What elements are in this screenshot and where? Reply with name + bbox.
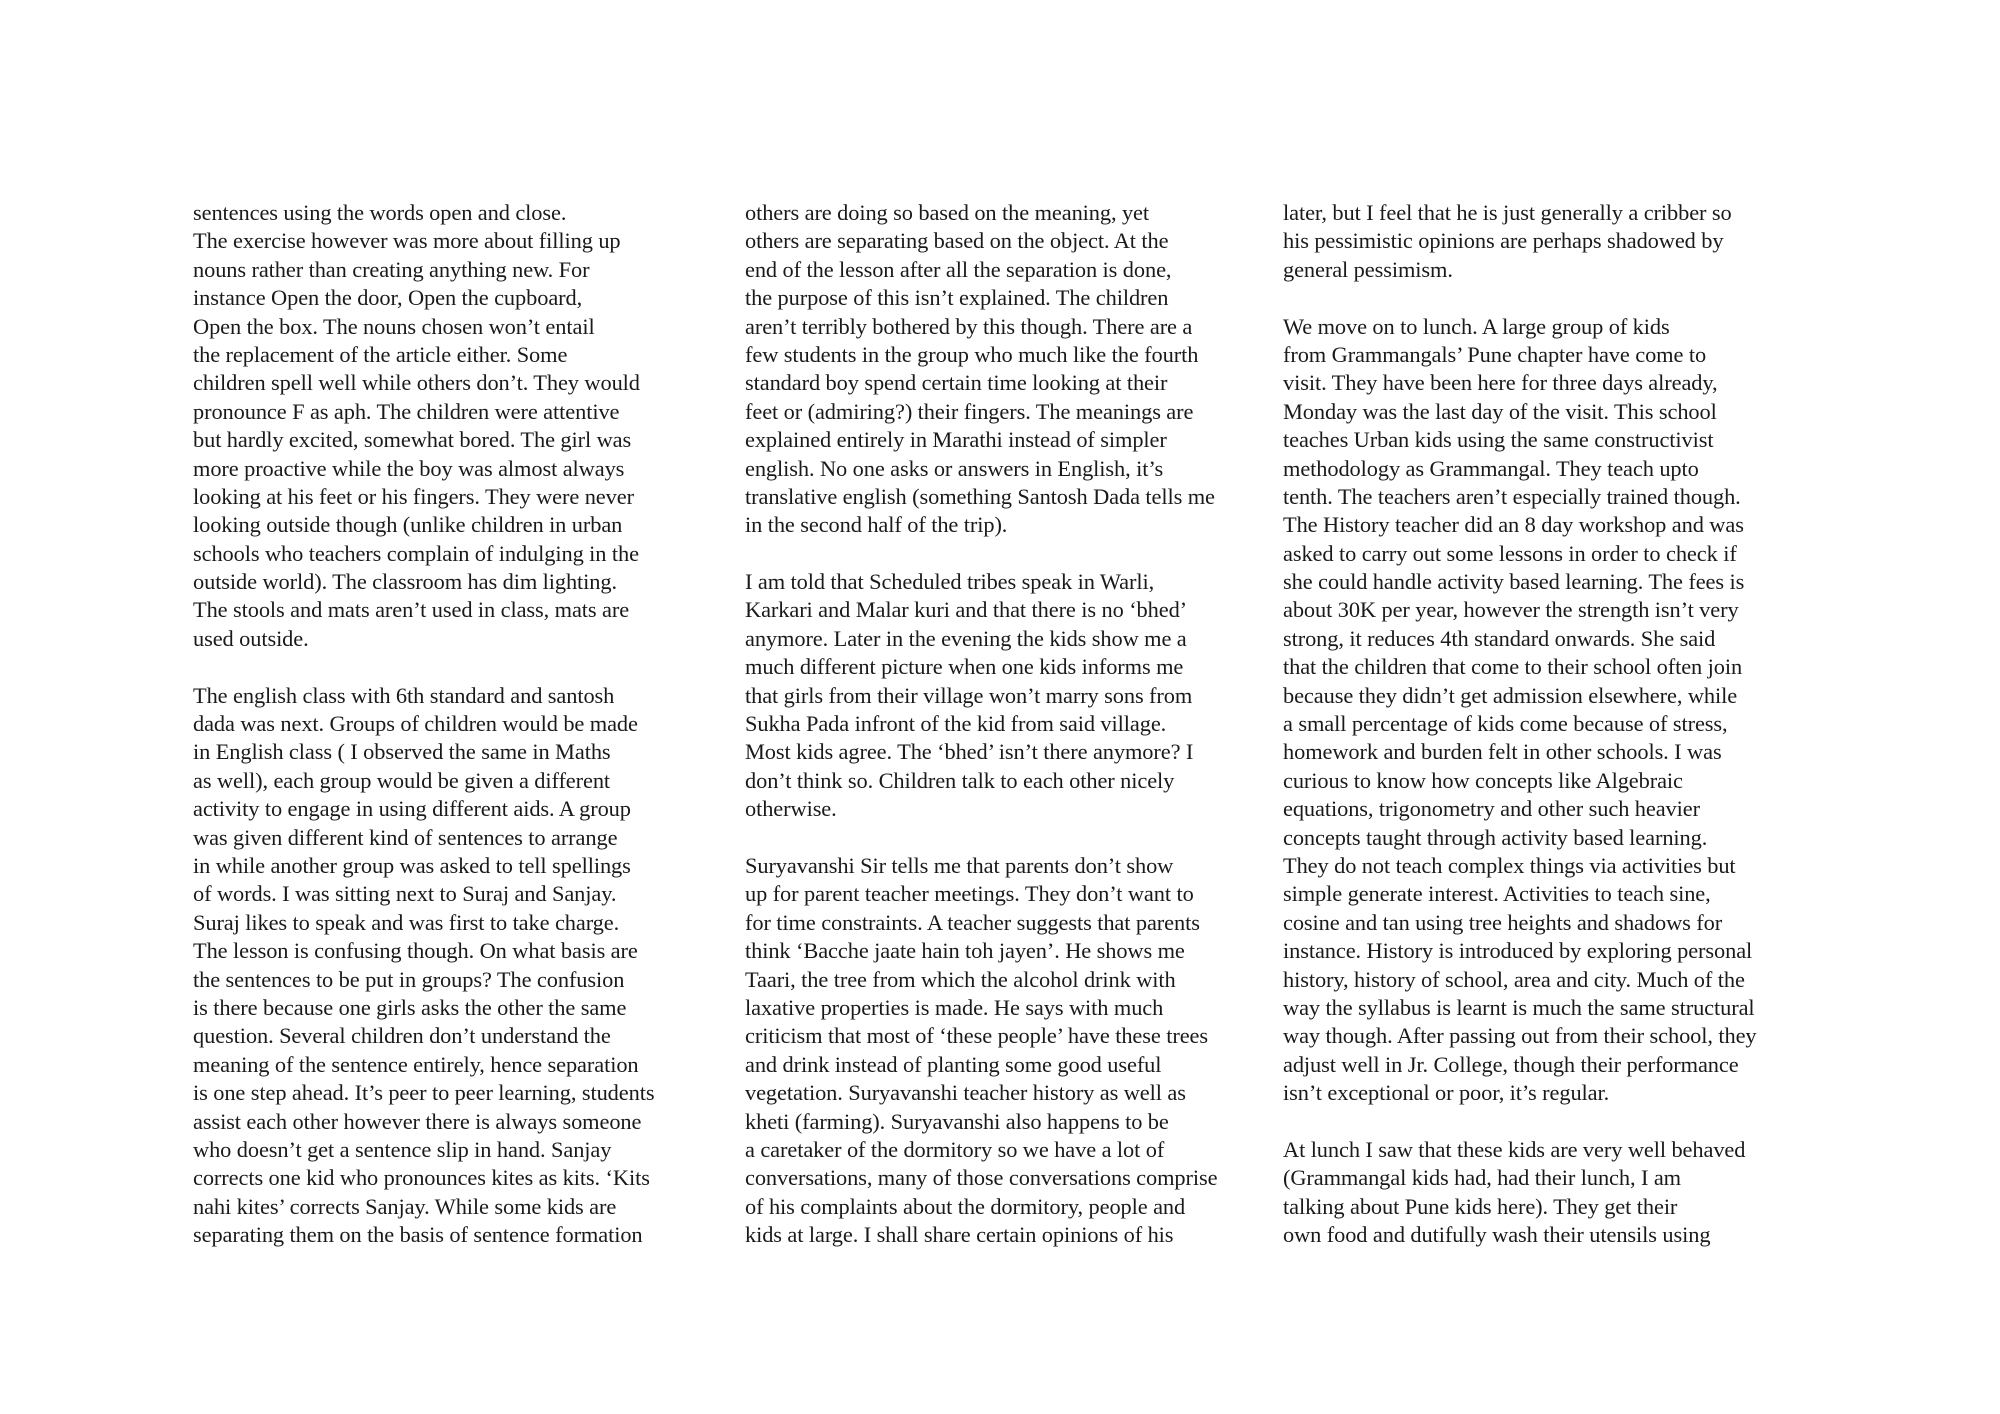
text-line: for time constraints. A teacher suggests that parents	[745, 909, 1200, 935]
text-line: don’t think so. Children talk to each other nicely	[745, 767, 1175, 793]
text-line: concepts taught through activity based learning.	[1283, 824, 1708, 850]
text-line: instance. History is introduced by exploring personal	[1283, 938, 1753, 964]
paragraph	[745, 568, 1275, 824]
paragraph	[1283, 199, 1823, 284]
text-line: outside world). The classroom has dim lighting.	[193, 569, 617, 595]
text-line: methodology as Grammangal. They teach upto	[1283, 455, 1699, 481]
text-line: is there because one girls asks the other the same	[193, 994, 627, 1020]
text-line: isn’t exceptional or poor, it’s regular.	[1283, 1080, 1610, 1106]
text-line: of his complaints about the dormitory, people and	[745, 1193, 1186, 1219]
text-line: talking about Pune kids here). They get their	[1283, 1193, 1678, 1219]
text-column-2	[745, 199, 1275, 1249]
text-line: Karkari and Malar kuri and that there is no ‘bhed’	[745, 597, 1188, 623]
text-line: Monday was the last day of the visit. This school	[1283, 398, 1717, 424]
text-line: way though. After passing out from their school, they	[1283, 1023, 1757, 1049]
text-line: anymore. Later in the evening the kids show me a	[745, 625, 1187, 651]
text-line: looking outside though (unlike children in urban	[193, 512, 623, 538]
paragraph	[1283, 313, 1823, 1108]
text-line: corrects one kid who pronounces kites as kits. ‘Kits	[193, 1165, 650, 1191]
text-line: strong, it reduces 4th standard onwards. She said	[1283, 625, 1716, 651]
text-line: visit. They have been here for three days already,	[1283, 370, 1718, 396]
text-line: and drink instead of planting some good useful	[745, 1051, 1162, 1077]
text-line: kids at large. I shall share certain opinions of his	[745, 1222, 1174, 1248]
text-line: equations, trigonometry and other such heavier	[1283, 796, 1700, 822]
text-line: teaches Urban kids using the same constructivist	[1283, 427, 1714, 453]
text-line: The History teacher did an 8 day workshop and was	[1283, 512, 1744, 538]
text-line: that girls from their village won’t marry sons from	[745, 682, 1193, 708]
text-line: schools who teachers complain of indulging in the	[193, 540, 639, 566]
text-line: The stools and mats aren’t used in class, mats are	[193, 597, 630, 623]
text-line: from Grammangals’ Pune chapter have come to	[1283, 341, 1707, 367]
text-line: she could handle activity based learning. The fees is	[1283, 569, 1745, 595]
text-line: vegetation. Suryavanshi teacher history as well as	[745, 1080, 1186, 1106]
text-line: feet or (admiring?) their fingers. The meanings are	[745, 398, 1194, 424]
text-line: Most kids agree. The ‘bhed’ isn’t there anymore? I	[745, 739, 1194, 765]
text-line: translative english (something Santosh Dada tells me	[745, 483, 1215, 509]
text-line: criticism that most of ‘these people’ have these trees	[745, 1023, 1208, 1049]
text-line: who doesn’t get a sentence slip in hand. Sanjay	[193, 1136, 612, 1162]
paragraph	[745, 199, 1275, 540]
text-line: english. No one asks or answers in English, it’s	[745, 455, 1164, 481]
text-line: At lunch I saw that these kids are very well behaved	[1283, 1136, 1746, 1162]
text-line: about 30K per year, however the strength isn’t very	[1283, 597, 1739, 623]
text-line: own food and dutifully wash their utensils using	[1283, 1222, 1711, 1248]
text-line: the replacement of the article either. Some	[193, 341, 568, 367]
text-line: used outside.	[193, 625, 309, 651]
text-line: kheti (farming). Suryavanshi also happens to be	[745, 1108, 1169, 1134]
text-line: pronounce F as aph. The children were attentive	[193, 398, 620, 424]
text-line: The english class with 6th standard and santosh	[193, 682, 615, 708]
text-line: aren’t terribly bothered by this though. There are a	[745, 313, 1193, 339]
text-line: nahi kites’ corrects Sanjay. While some kids are	[193, 1193, 617, 1219]
text-line: Taari, the tree from which the alcohol drink with	[745, 966, 1176, 992]
text-line: activity to engage in using different aids. A group	[193, 796, 631, 822]
text-line: tenth. The teachers aren’t especially trained though.	[1283, 483, 1741, 509]
text-line: up for parent teacher meetings. They don’t want to	[745, 881, 1194, 907]
text-line: much different picture when one kids informs me	[745, 654, 1184, 680]
text-line: a small percentage of kids come because of stress,	[1283, 711, 1728, 737]
text-line: simple generate interest. Activities to teach sine,	[1283, 881, 1711, 907]
text-line: conversations, many of those conversations comprise	[745, 1165, 1218, 1191]
text-line: cosine and tan using tree heights and shadows for	[1283, 909, 1723, 935]
text-line: in the second half of the trip).	[745, 512, 1008, 538]
text-line: Sukha Pada infront of the kid from said village.	[745, 711, 1167, 737]
text-line: I am told that Scheduled tribes speak in Warli,	[745, 569, 1155, 595]
text-line: asked to carry out some lessons in order to check if	[1283, 540, 1737, 566]
text-line: children spell well while others don’t. They would	[193, 370, 640, 396]
text-line: explained entirely in Marathi instead of simpler	[745, 427, 1167, 453]
text-line: in while another group was asked to tell spellings	[193, 852, 631, 878]
text-line: sentences using the words open and close.	[193, 200, 567, 225]
text-line: adjust well in Jr. College, though their performance	[1283, 1051, 1739, 1077]
text-line: dada was next. Groups of children would be made	[193, 711, 638, 737]
text-line: question. Several children don’t understand the	[193, 1023, 611, 1049]
text-column-1	[193, 199, 713, 1249]
text-line: otherwise.	[745, 796, 837, 822]
text-line: nouns rather than creating anything new. For	[193, 256, 590, 282]
text-column-3	[1283, 199, 1823, 1249]
text-line: more proactive while the boy was almost always	[193, 455, 625, 481]
text-line: a caretaker of the dormitory so we have a lot of	[745, 1136, 1165, 1162]
text-line: end of the lesson after all the separation is done,	[745, 256, 1172, 282]
text-line: looking at his feet or his fingers. They were never	[193, 483, 634, 509]
paragraph	[193, 682, 713, 1250]
text-line: but hardly excited, somewhat bored. The girl was	[193, 427, 632, 453]
text-line: They do not teach complex things via activities but	[1283, 852, 1736, 878]
text-line: others are separating based on the object. At the	[745, 228, 1169, 254]
text-line: was given different kind of sentences to arrange	[193, 824, 618, 850]
text-line: laxative properties is made. He says with much	[745, 994, 1164, 1020]
text-line: few students in the group who much like the fourth	[745, 341, 1199, 367]
text-line: Suryavanshi Sir tells me that parents don’t show	[745, 852, 1174, 878]
text-line: way the syllabus is learnt is much the same structural	[1283, 994, 1755, 1020]
text-line: instance Open the door, Open the cupboard,	[193, 285, 583, 311]
text-line: the sentences to be put in groups? The confusion	[193, 966, 625, 992]
text-line: standard boy spend certain time looking at their	[745, 370, 1168, 396]
text-line: meaning of the sentence entirely, hence separation	[193, 1051, 639, 1077]
text-line: the purpose of this isn’t explained. The children	[745, 285, 1169, 311]
text-line: Open the box. The nouns chosen won’t entail	[193, 313, 595, 339]
text-line: in English class ( I observed the same in Maths	[193, 739, 611, 765]
text-line: of words. I was sitting next to Suraj and Sanjay.	[193, 881, 617, 907]
text-line: curious to know how concepts like Algebraic	[1283, 767, 1683, 793]
text-line: assist each other however there is always someone	[193, 1108, 642, 1134]
text-line: his pessimistic opinions are perhaps shadowed by	[1283, 228, 1724, 254]
text-line: separating them on the basis of sentence formation	[193, 1222, 643, 1248]
text-line: think ‘Bacche jaate hain toh jayen’. He shows me	[745, 938, 1185, 964]
text-line: is one step ahead. It’s peer to peer learning, students	[193, 1080, 655, 1106]
text-line: that the children that come to their school often join	[1283, 654, 1743, 680]
paragraph	[193, 199, 713, 653]
text-line: later, but I feel that he is just generally a cribber so	[1283, 200, 1732, 225]
text-line: We move on to lunch. A large group of kids	[1283, 313, 1670, 339]
text-line: homework and burden felt in other schools. I was	[1283, 739, 1722, 765]
text-line: The exercise however was more about filling up	[193, 228, 621, 254]
text-line: because they didn’t get admission elsewhere, while	[1283, 682, 1738, 708]
text-line: as well), each group would be given a different	[193, 767, 611, 793]
paragraph	[745, 852, 1275, 1249]
text-line: The lesson is confusing though. On what basis are	[193, 938, 638, 964]
text-line: Suraj likes to speak and was first to take charge.	[193, 909, 620, 935]
paragraph	[1283, 1136, 1823, 1250]
text-line: (Grammangal kids had, had their lunch, I am	[1283, 1165, 1681, 1191]
text-line: history, history of school, area and city. Much of the	[1283, 966, 1745, 992]
text-line: general pessimism.	[1283, 256, 1453, 282]
text-line: others are doing so based on the meaning, yet	[745, 200, 1150, 225]
